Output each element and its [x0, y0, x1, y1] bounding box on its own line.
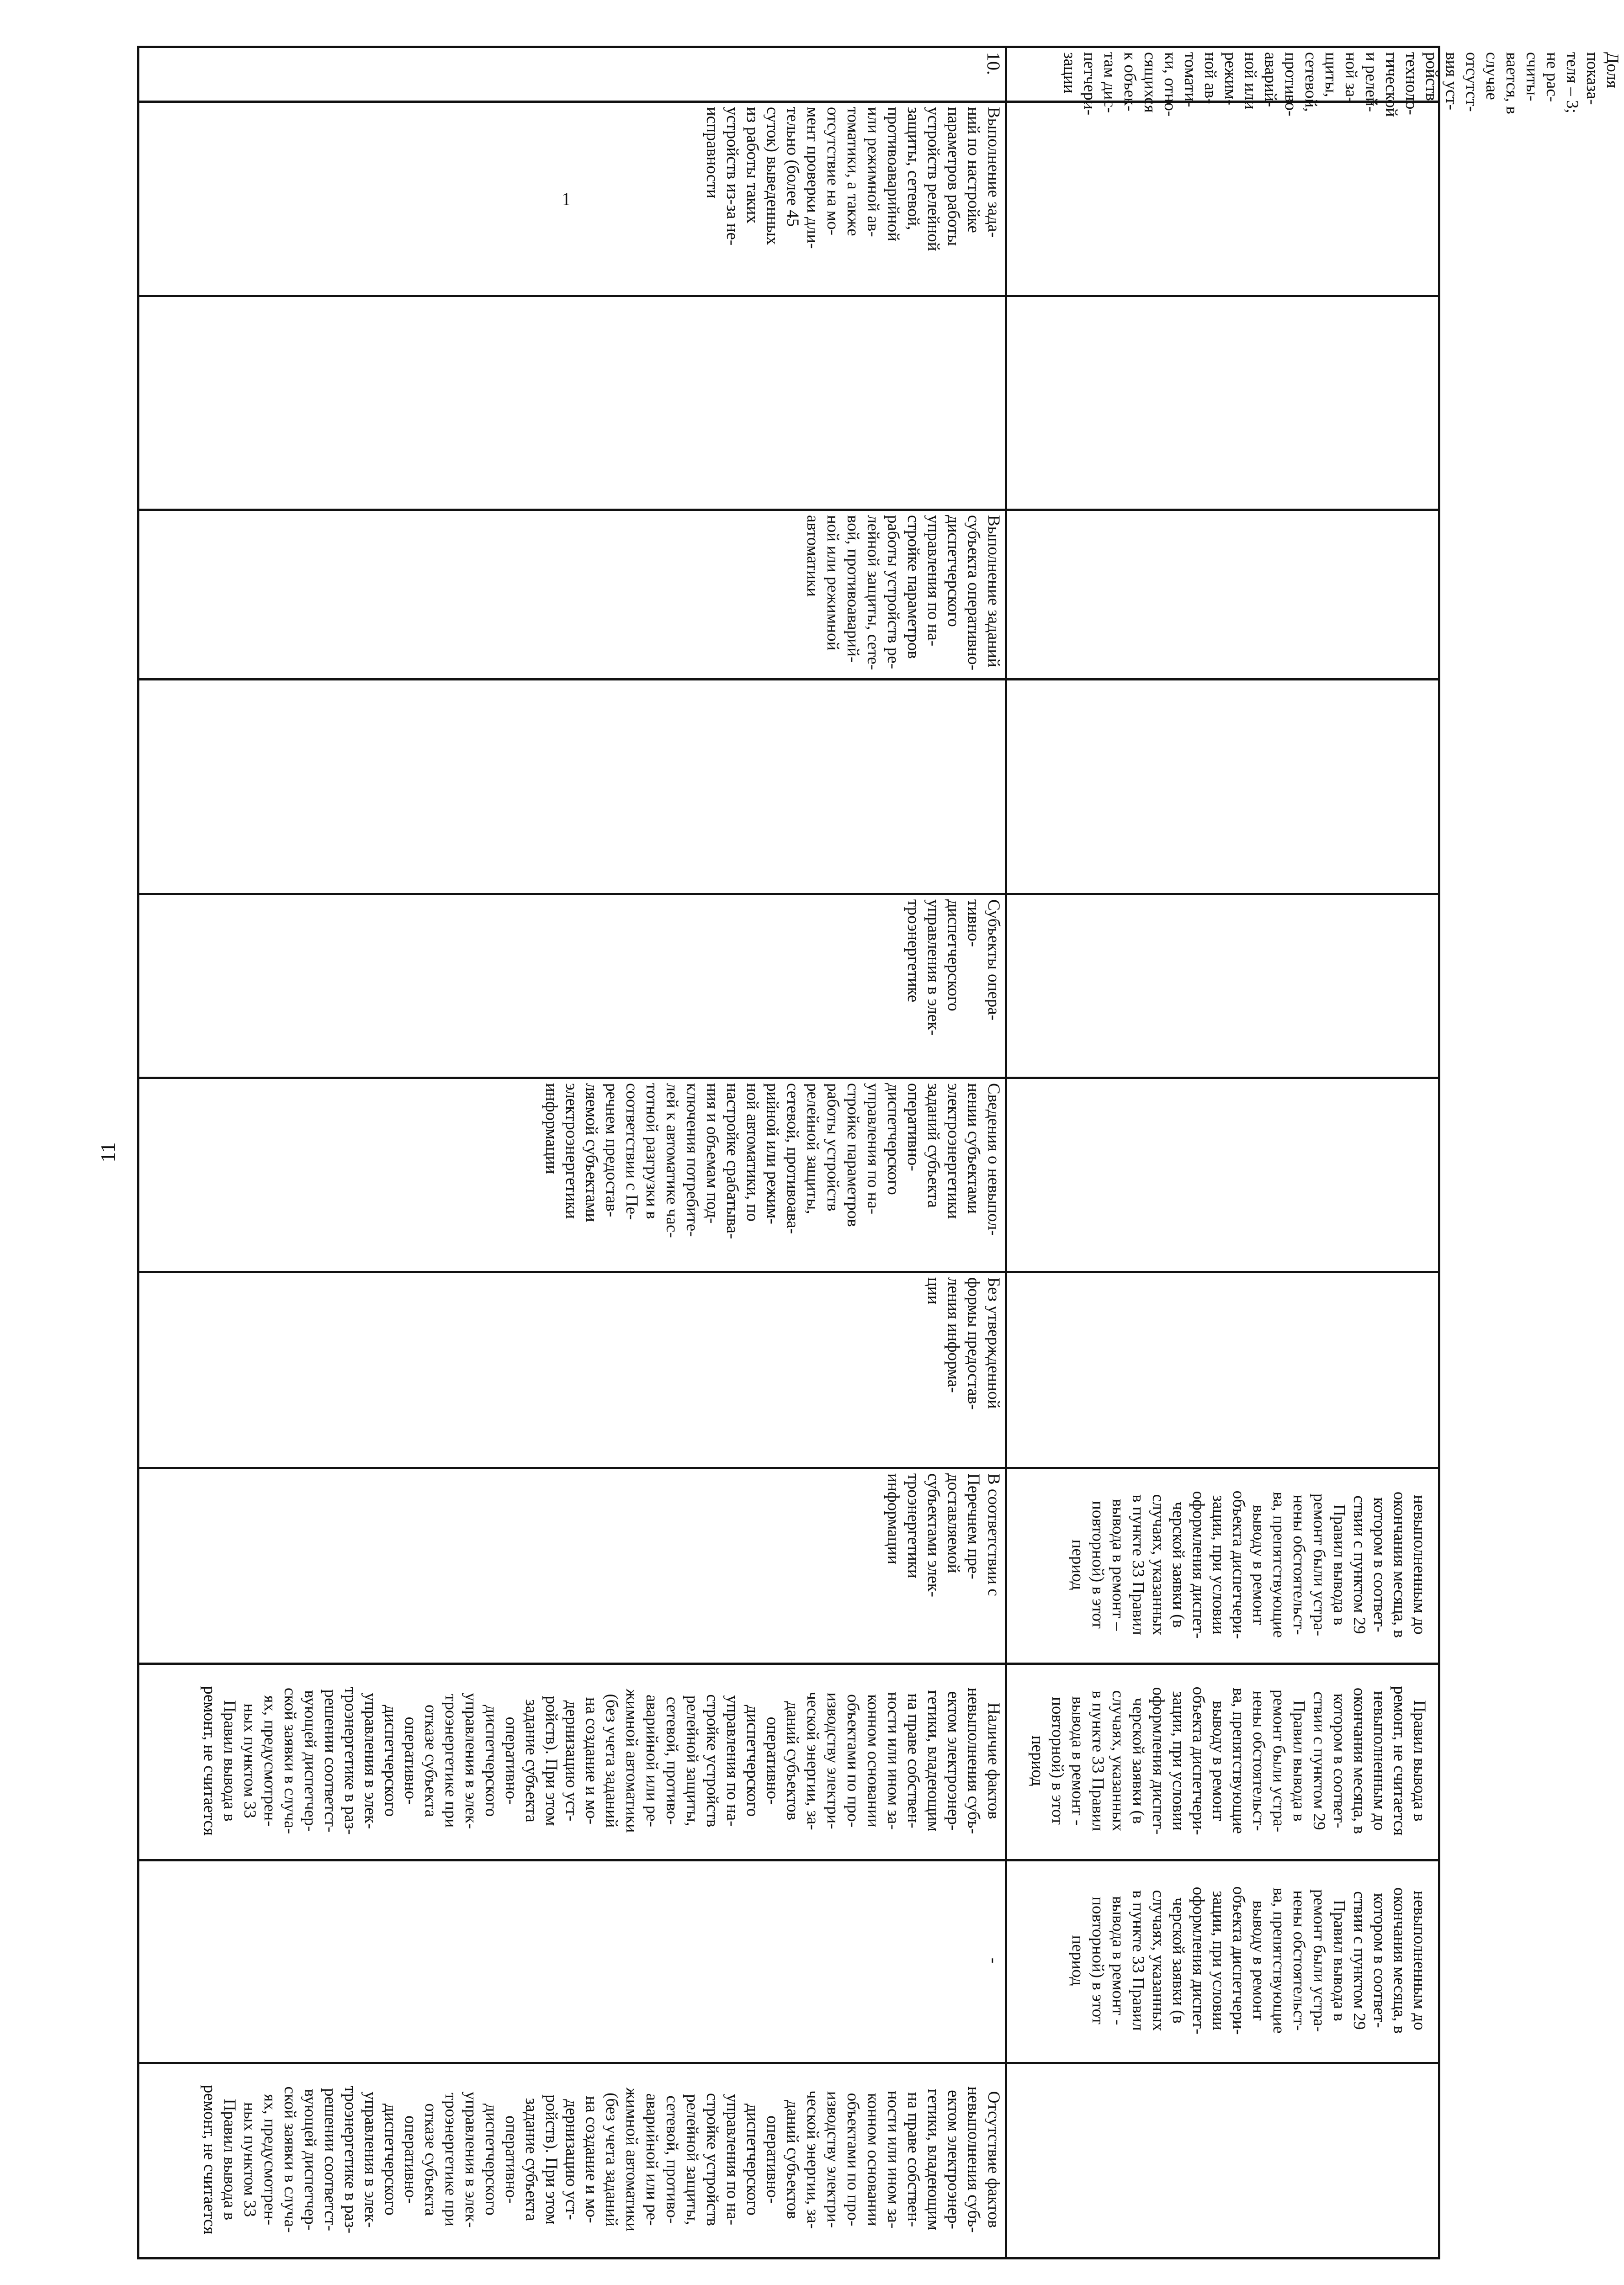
condition-present-cell: Наличие фактов невыполнения субъ- ектом электроэнер- гетики, владеющим на праве собствен- ности или ином за- конном основании объектами по про- изводству электри- ческой энергии, за- даний субъектов оперативно- диспетчерского управления по на- стройке устройств релейной защиты, сетевой, противо- аварийной или ре- жимной автоматики (без учета заданий на создание и мо- дернизацию уст- ройств). При этом задание субъекта оперативно- диспетчерского управления в элек- троэнергетике при отказе субъекта оперативно- диспетчерского управления в элек- троэнергетике в раз- решении соответст- вующей диспетчер- ской заявки в случа- ях, предусмотрен- ных пунктом 33 Правил вывода в ремонт, не считается	[200, 1686, 1003, 1836]
grid-line	[1438, 46, 1440, 2259]
continuation-absent-cell: Правил вывода в ремонт, не считается невыполненным до окончания месяца, в котором в соответ- ствии с пунктом 29 Правил вывода в ремонт были устра- нены обстоятельст- ва, препятствующие выводу в ремонт объекта диспетчери- зации, при условии оформления диспет- черской заявки (в случаях, указанных в пункте 33 Правил вывода в ремонт - повторной) в этот период	[1028, 1686, 1429, 1836]
subjects-cell: Субъекты опера- тивно- диспетчерского управления в элек- троэнергетике	[904, 899, 1003, 1036]
indicator-name-cell: Выполнение зада- ний по настройке параметров работы устройств релейной защиты, сетевой, противоаварийной или режимной ав- томатики, а также отсутствие на мо- мент проверки дли- тельно (более 45 суток) выведенных из работы таких устройств из-за не- исправности	[703, 107, 1003, 251]
deadline-cell: В соответствии с Перечнем пре- доставляемой субъектами элек- троэнергетики информации	[884, 1473, 1003, 1597]
dash-value-cell: -	[984, 1957, 1003, 1964]
page-number: 11	[96, 1142, 120, 1163]
continuation-consequence-cell: невыполненным до окончания месяца, в котором в соответ- ствии с пунктом 29 Правил вывода в ремонт были устра- нены обстоятельст- ва, препятствующие выводу в ремонт объекта диспетчери- зации, при условии оформления диспет- черской заявки (в случаях, указанных в пункте 33 Правил вывода в ремонт – повторной) в этот период	[1068, 1490, 1429, 1639]
grid-line	[137, 295, 1440, 297]
rotated-table-body	[137, 46, 1440, 2259]
weight-value-cell: 1	[562, 189, 571, 209]
grid-line	[137, 2257, 1440, 2259]
information-cell: Сведения о невыпол- нении субъектами электроэнергетики заданий субъекта оперативно- диспетчерского управления по на- стройке параметров работы устройств релейной защиты, сетевой, противоава- рийной или режим- ной автоматики, по настройке срабатыва- ния и объемам под- ключения потребите- лей к автоматике час- тотной разгрузки в соответствии с Пе- речнем предостав- ляемой субъектами электроэнергетики информации	[542, 1083, 1003, 1239]
document-table	[137, 46, 1440, 2259]
row-number: 10.	[983, 52, 1004, 75]
grid-line	[137, 678, 1440, 680]
condition-absent-cell: Отсутствие фактов невыполнения субъ- ектом электроэнер- гетики, владеющим на праве собствен- ности или ином за- конном основании объектами по про- изводству электри- ческой энергии, за- даний субъектов оперативно- диспетчерского управления по на- стройке устройств релейной защиты, сетевой, противо- аварийной или ре- жимной автоматики (без учета заданий на создание и мо- дернизацию уст- ройств). При этом задание субъекта оперативно- диспетчерского управления в элек- троэнергетике при отказе субъекта оперативно- диспетчерского управления в элек- троэнергетике в раз- решении соответст- вующей диспетчер- ской заявки в случа- ях, предусмотрен- ных пунктом 33 Правил вывода в ремонт, не считается	[200, 2084, 1003, 2235]
requirement-cell: Выполнение заданий субъекта оперативно- диспетчерского управления по на- стройке параметров работы устройств ре- лейной защиты, сете- вой, противоаварий- ной или режимной автоматики	[803, 515, 1003, 670]
note-text: Доля показа- теля – 3; не рас- считы- вается, в случае отсутст- вия уст- ройств техноло- гической и релей- ной за- щиты, сетевой, противо- аварий- ной или режим- ной ав- томати- ки, отно- сящихся к объек- там дис- петчери- зации	[1060, 52, 1622, 117]
continuation-last-cell: невыполненным до окончания месяца, в котором в соответ- ствии с пунктом 29 Правил вывода в ремонт были устра- нены обстоятельст- ва, препятствующие выводу в ремонт объекта диспетчери- зации, при условии оформления диспет- черской заявки (в случаях, указанных в пункте 33 Правил вывода в ремонт - повторной) в этот период	[1068, 1886, 1429, 2035]
form-cell: Без утвержденной формы предостав- ления информа- ции	[924, 1277, 1003, 1410]
